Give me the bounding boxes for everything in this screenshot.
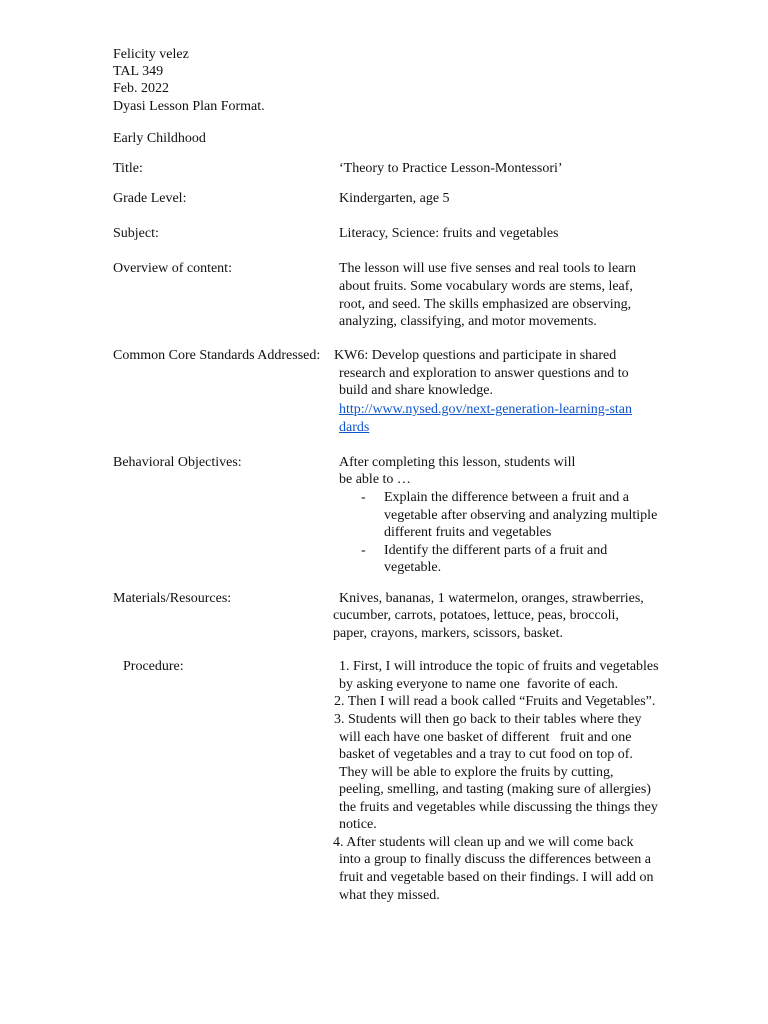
bullet-marker: -: [361, 543, 366, 558]
procedure-line: into a group to finally discuss the differences between a: [339, 852, 651, 867]
objective-bullet-line: different fruits and vegetables: [384, 525, 552, 540]
procedure-line: what they missed.: [339, 888, 440, 903]
materials-label: Materials/Resources:: [113, 591, 232, 606]
document-date: Feb. 2022: [113, 81, 169, 96]
overview-label: Overview of content:: [113, 261, 232, 276]
procedure-label: Procedure:: [123, 659, 184, 674]
author-name: Felicity velez: [113, 47, 189, 62]
standards-link[interactable]: http://www.nysed.gov/next-generation-learning-stan: [339, 402, 633, 417]
format-name: Dyasi Lesson Plan Format.: [113, 99, 265, 114]
procedure-line: will each have one basket of different fruit and one: [339, 730, 632, 745]
materials-line: Knives, bananas, 1 watermelon, oranges, strawberries,: [339, 591, 644, 606]
materials-line: paper, crayons, markers, scissors, basket.: [333, 626, 563, 641]
standards-line: research and exploration to answer questions and to: [339, 366, 629, 381]
course-code: TAL 349: [113, 64, 164, 79]
procedure-line: notice.: [339, 817, 377, 832]
procedure-line: peeling, smelling, and tasting (making sure of allergies): [339, 782, 651, 797]
standards-line: KW6: Develop questions and participate in shared: [334, 348, 617, 363]
objective-bullet-line: Explain the difference between a fruit and a: [384, 490, 630, 505]
procedure-line: 4. After students will clean up and we will come back: [333, 835, 634, 850]
objective-bullet-line: vegetable after observing and analyzing multiple: [384, 508, 658, 523]
grade-level-value: Kindergarten, age 5: [339, 191, 450, 206]
standards-line: build and share knowledge.: [339, 383, 493, 398]
materials-line: cucumber, carrots, potatoes, lettuce, peas, broccoli,: [333, 608, 619, 623]
section-heading: Early Childhood: [113, 131, 206, 146]
procedure-line: 1. First, I will introduce the topic of fruits and vegetables: [339, 659, 659, 674]
procedure-line: They will be able to explore the fruits by cutting,: [339, 765, 614, 780]
overview-line: root, and seed. The skills emphasized are observing,: [339, 297, 632, 312]
objectives-intro-line: After completing this lesson, students will: [339, 455, 576, 470]
objective-bullet-line: Identify the different parts of a fruit and: [384, 543, 608, 558]
overview-line: analyzing, classifying, and motor movements.: [339, 314, 597, 329]
procedure-line: the fruits and vegetables while discussing the things they: [339, 800, 658, 815]
objectives-label: Behavioral Objectives:: [113, 455, 242, 470]
procedure-line: by asking everyone to name one favorite of each.: [339, 677, 619, 692]
grade-level-label: Grade Level:: [113, 191, 187, 206]
objectives-intro-line: be able to …: [339, 472, 411, 487]
procedure-line: 2. Then I will read a book called “Fruits and Vegetables”.: [334, 694, 656, 709]
title-label: Title:: [113, 161, 143, 176]
bullet-marker: -: [361, 490, 366, 505]
procedure-line: fruit and vegetable based on their findings. I will add on: [339, 870, 654, 885]
procedure-line: 3. Students will then go back to their tables where they: [334, 712, 642, 727]
standards-label: Common Core Standards Addressed:: [113, 348, 321, 363]
standards-link[interactable]: dards: [339, 420, 370, 435]
subject-value: Literacy, Science: fruits and vegetables: [339, 226, 559, 241]
overview-line: The lesson will use five senses and real tools to learn: [339, 261, 637, 276]
title-value: ‘Theory to Practice Lesson-Montessori’: [339, 161, 563, 176]
objective-bullet-line: vegetable.: [384, 560, 442, 575]
subject-label: Subject:: [113, 226, 159, 241]
overview-line: about fruits. Some vocabulary words are stems, leaf,: [339, 279, 633, 294]
procedure-line: basket of vegetables and a tray to cut food on top of.: [339, 747, 633, 762]
